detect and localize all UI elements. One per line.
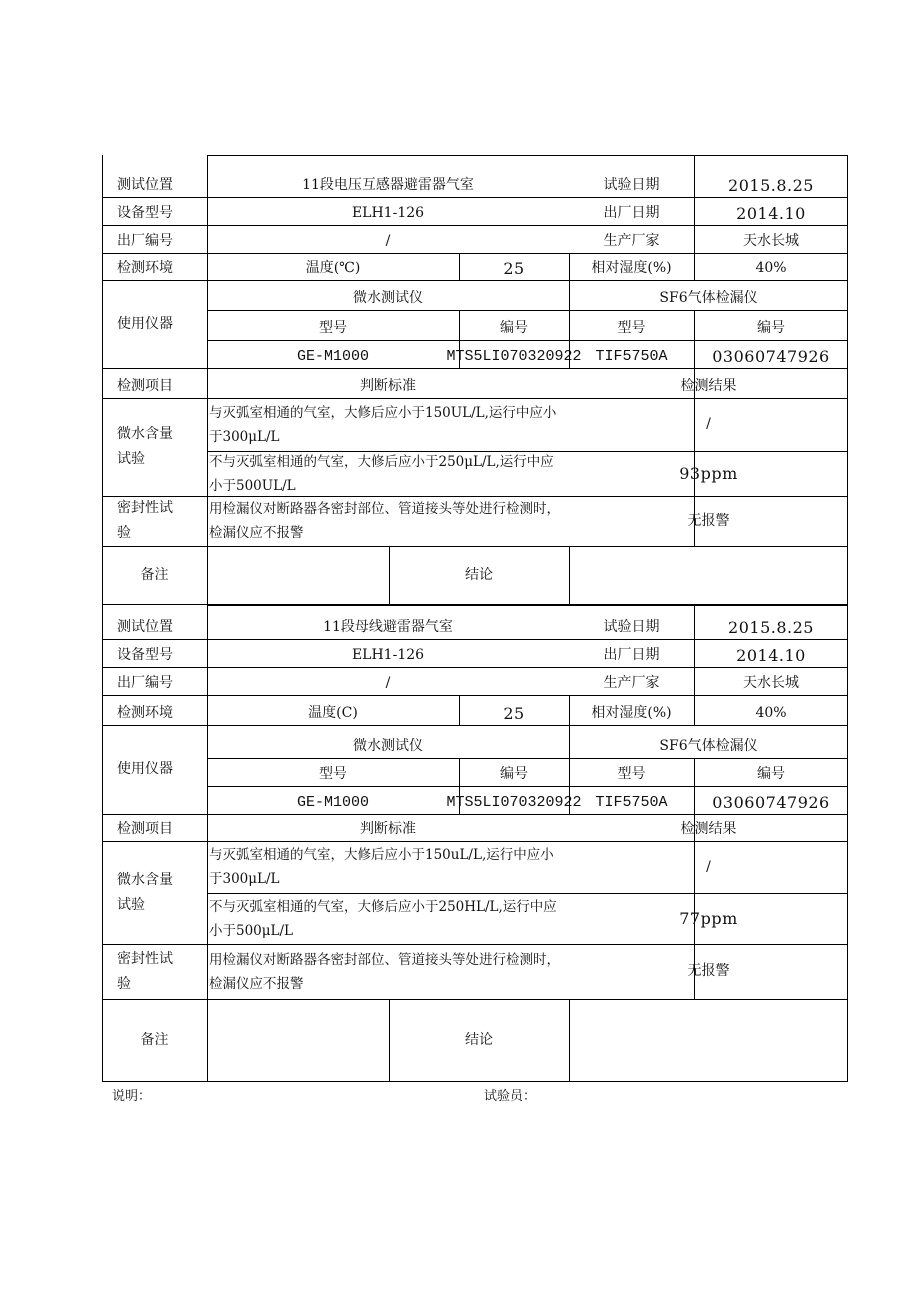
- location-label: 测试位置: [117, 619, 173, 635]
- serial-value: /: [385, 675, 391, 691]
- leak-type-value: TIF5750A: [595, 348, 668, 365]
- seal-test-label: 密封性试验: [117, 500, 173, 541]
- serial-label: 出厂编号: [117, 233, 173, 249]
- env-label: 检测环境: [117, 705, 173, 721]
- serial-label: 出厂编号: [117, 675, 173, 691]
- remark-value: [207, 546, 389, 605]
- instruments-label: 使用仪器: [117, 315, 173, 332]
- moisture-no-value: MTS5LI070320922: [446, 348, 582, 365]
- location-value: 11段母线避雷器气室: [323, 619, 453, 635]
- humidity-value: 40%: [755, 705, 787, 721]
- criteria-2: 不与灭弧室相通的气室，大修后应小于250HL/L,运行中应小于500μL/L: [209, 898, 557, 939]
- test-date-label: 试验日期: [603, 619, 660, 635]
- model-value: ELH1-126: [351, 205, 425, 221]
- result-1: /: [706, 858, 711, 875]
- result-2: 77ppm: [679, 909, 738, 928]
- env-label: 检测环境: [117, 260, 173, 276]
- leak-no-value: 03060747926: [712, 793, 830, 812]
- moisture-instrument: 微水测试仪: [353, 738, 423, 754]
- seal-result: 无报警: [687, 963, 730, 979]
- mfg-date-value: 2014.10: [736, 204, 806, 223]
- leak-type-label: 型号: [617, 766, 646, 782]
- temp-value: 25: [503, 704, 525, 723]
- criteria-1: 与灭弧室相通的气室，大修后应小于150UL/L,运行中应小于300μL/L: [209, 404, 557, 445]
- location-label: 测试位置: [117, 177, 173, 193]
- result-1: /: [706, 416, 711, 432]
- humidity-label: 相对湿度(%): [591, 260, 672, 276]
- temp-label: 温度(C): [308, 705, 358, 721]
- humidity-label: 相对湿度(%): [591, 705, 672, 721]
- test-date-value: 2015.8.25: [728, 176, 814, 195]
- moisture-type-label: 型号: [319, 766, 347, 782]
- criteria-2: 不与灭弧室相通的气室，大修后应小于250μL/L,运行中应小于500UL/L: [209, 453, 554, 494]
- result-2: 93ppm: [679, 464, 738, 483]
- instruments-label: 使用仪器: [117, 761, 173, 777]
- temp-value: 25: [503, 259, 525, 278]
- leak-instrument: SF6气体检漏仪: [659, 290, 758, 306]
- maker-label: 生产厂家: [603, 233, 660, 249]
- conclusion-label: 结论: [465, 567, 493, 583]
- seal-result: 无报警: [687, 512, 730, 529]
- mfg-date-value: 2014.10: [736, 646, 806, 665]
- moisture-no-label: 编号: [500, 320, 528, 336]
- seal-criteria: 用检漏仪对断路器各密封部位、管道接头等处进行检测时，检漏仪应不报警: [209, 951, 560, 992]
- leak-type-label: 型号: [617, 320, 646, 336]
- conclusion-value: [569, 546, 848, 605]
- model-value: ELH1-126: [351, 647, 425, 663]
- mfg-date-label: 出厂日期: [603, 205, 660, 221]
- test-date-value: 2015.8.25: [728, 618, 814, 637]
- moisture-test-label: 微水含量试验: [117, 871, 173, 913]
- conclusion-label: 结论: [465, 1032, 493, 1048]
- leak-instrument: SF6气体检漏仪: [659, 738, 758, 754]
- item-label: 检测项目: [117, 821, 173, 837]
- remark-label: 备注: [140, 1032, 169, 1048]
- remark-value: [207, 999, 389, 1082]
- moisture-type-value: GE-M1000: [296, 348, 369, 365]
- criteria-label: 判断标准: [360, 378, 416, 394]
- moisture-no-value: MTS5LI070320922: [446, 794, 582, 811]
- mfg-date-label: 出厂日期: [603, 647, 660, 663]
- seal-criteria: 用检漏仪对断路器各密封部位、管道接头等处进行检测时，检漏仪应不报警: [209, 501, 560, 541]
- leak-no-label: 编号: [757, 320, 785, 336]
- model-label: 设备型号: [117, 647, 173, 663]
- moisture-type-value: GE-M1000: [296, 794, 369, 811]
- remark-label: 备注: [140, 567, 169, 583]
- test-record-table: [102, 155, 848, 1082]
- location-value: 11段电压互感器避雷器气室: [302, 177, 474, 193]
- humidity-value: 40%: [755, 260, 787, 276]
- moisture-instrument: 微水测试仪: [353, 290, 423, 306]
- moisture-type-label: 型号: [319, 320, 347, 336]
- model-label: 设备型号: [117, 205, 173, 221]
- test-date-label: 试验日期: [603, 177, 660, 193]
- conclusion-value: [569, 999, 848, 1082]
- criteria-1: 与灭弧室相通的气室，大修后应小于150uL/L,运行中应小于300μL/L: [209, 847, 554, 887]
- tester-label: 试验员：: [484, 1089, 537, 1104]
- criteria-label: 判断标准: [360, 821, 416, 837]
- maker-value: 天水长城: [743, 675, 799, 691]
- note-label: 说明：: [112, 1089, 152, 1104]
- moisture-test-label: 微水含量试验: [117, 426, 173, 467]
- serial-value: /: [385, 233, 391, 249]
- item-label: 检测项目: [117, 378, 173, 394]
- moisture-no-label: 编号: [500, 766, 528, 782]
- leak-no-label: 编号: [757, 766, 785, 782]
- temp-label: 温度(℃): [305, 260, 361, 276]
- result-label: 检测结果: [680, 378, 737, 394]
- maker-value: 天水长城: [743, 233, 799, 249]
- leak-type-value: TIF5750A: [595, 794, 668, 811]
- leak-no-value: 03060747926: [712, 347, 830, 366]
- result-label: 检测结果: [680, 821, 737, 837]
- maker-label: 生产厂家: [603, 675, 660, 691]
- seal-test-label: 密封性试验: [117, 950, 173, 992]
